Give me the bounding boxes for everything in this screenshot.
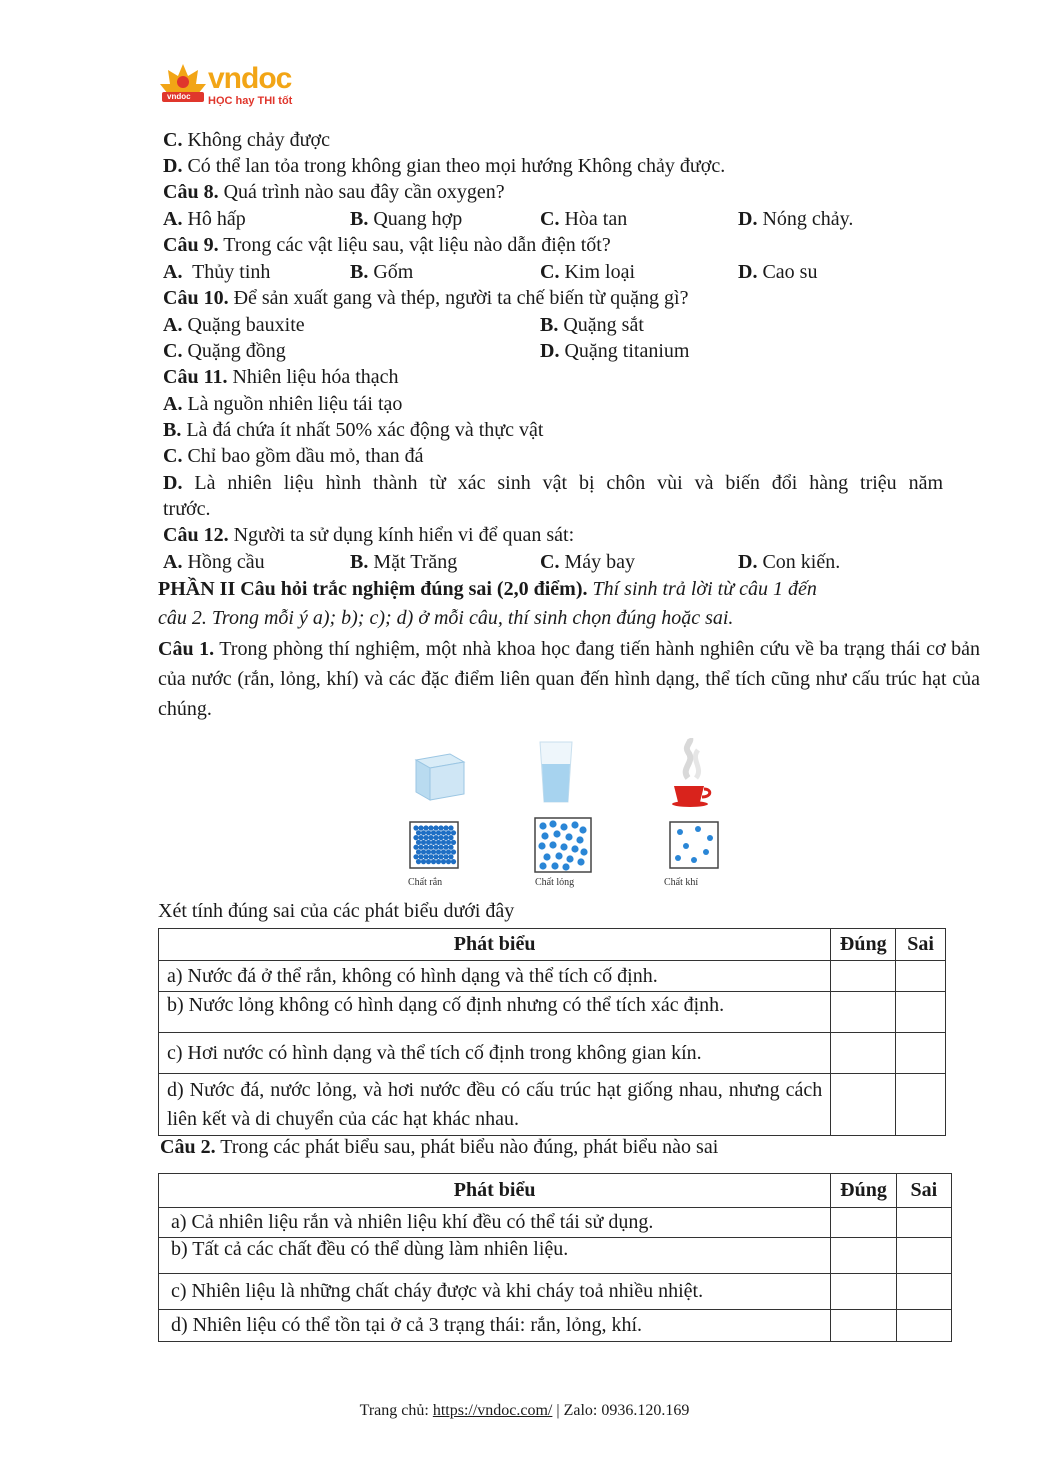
footer-prefix: Trang chủ: bbox=[359, 1402, 433, 1419]
table1-header-true: Đúng bbox=[831, 929, 896, 961]
q12-option-d[interactable]: D. Con kiến. bbox=[738, 551, 841, 573]
gas-particles-icon bbox=[668, 820, 720, 870]
table-row bbox=[159, 1033, 946, 1074]
q12-option-a[interactable]: A. Hồng cầu bbox=[163, 551, 265, 573]
q9-option-c[interactable]: C. Kim loại bbox=[540, 261, 635, 283]
table2-statement-c: c) Nhiên liệu là những chất cháy được và khi cháy toả nhiều nhiệt. bbox=[159, 1274, 831, 1310]
footer-suffix: | Zalo: 0936.120.169 bbox=[552, 1402, 690, 1419]
question-10: Câu 10. Để sản xuất gang và thép, người ta chế biến từ quặng gì? bbox=[163, 287, 689, 309]
q10-option-b[interactable]: B. Quặng sắt bbox=[540, 314, 644, 336]
table2-true-b[interactable] bbox=[831, 1238, 896, 1274]
q11-option-d[interactable]: D. Là nhiên liệu hình thành từ xác sinh vật bị chôn vùi và biến đổi hàng triệu năm bbox=[163, 472, 943, 494]
solid-particles-icon bbox=[408, 820, 460, 870]
question-9: Câu 9. Trong các vật liệu sau, vật liệu nào dẫn điện tốt? bbox=[163, 234, 611, 256]
ice-cube-icon bbox=[410, 746, 470, 802]
q9-option-b[interactable]: B. Gốm bbox=[350, 261, 414, 283]
table1-false-c[interactable] bbox=[896, 1033, 946, 1074]
table1-intro: Xét tính đúng sai của các phát biểu dưới đây bbox=[158, 900, 515, 922]
q10-option-d[interactable]: D. Quặng titanium bbox=[540, 340, 690, 362]
logo-emblem-icon bbox=[158, 62, 208, 108]
q8-option-d[interactable]: D. Nóng chảy. bbox=[738, 208, 854, 230]
table-row bbox=[159, 1310, 952, 1342]
option-c-prev: C. Không chảy được bbox=[163, 129, 330, 151]
table2-header-false: Sai bbox=[896, 1174, 951, 1208]
q10-option-c[interactable]: C. Quặng đồng bbox=[163, 340, 286, 362]
q11-option-b[interactable]: B. Là đá chứa ít nhất 50% xác động và thực vật bbox=[163, 419, 544, 441]
table1-statement-b: b) Nước lỏng không có hình dạng cố định nhưng có thể tích xác định. bbox=[159, 992, 831, 1033]
q9-option-d[interactable]: D. Cao su bbox=[738, 261, 818, 283]
table1-true-a[interactable] bbox=[831, 961, 896, 992]
caption-gas: Chất khí bbox=[664, 877, 699, 888]
logo-badge: vndoc bbox=[167, 92, 191, 101]
table2-false-c[interactable] bbox=[896, 1274, 951, 1310]
table2-false-d[interactable] bbox=[896, 1310, 951, 1342]
q11-option-c[interactable]: C. Chỉ bao gồm dầu mỏ, than đá bbox=[163, 445, 424, 467]
table1-header-statement: Phát biểu bbox=[159, 929, 831, 961]
table-1 bbox=[158, 928, 946, 1136]
table1-false-a[interactable] bbox=[896, 961, 946, 992]
table-row bbox=[159, 992, 946, 1033]
table1-true-d[interactable] bbox=[831, 1074, 896, 1136]
table1-statement-a: a) Nước đá ở thể rắn, không có hình dạng và thể tích cố định. bbox=[159, 961, 831, 992]
table2-true-c[interactable] bbox=[831, 1274, 896, 1310]
table-row bbox=[159, 1274, 952, 1310]
table-row bbox=[159, 1208, 952, 1238]
q11-option-a[interactable]: A. Là nguồn nhiên liệu tái tạo bbox=[163, 393, 403, 415]
footer-link[interactable]: https://vndoc.com/ bbox=[432, 1402, 553, 1419]
question-c2: Câu 2. Trong các phát biểu sau, phát biểu nào đúng, phát biểu nào sai bbox=[160, 1136, 719, 1158]
question-11: Câu 11. Nhiên liệu hóa thạch bbox=[163, 366, 399, 388]
steaming-cup-icon bbox=[670, 738, 716, 808]
table1-false-b[interactable] bbox=[896, 992, 946, 1033]
table1-true-b[interactable] bbox=[831, 992, 896, 1033]
question-12: Câu 12. Người ta sử dụng kính hiển vi để quan sát: bbox=[163, 524, 575, 546]
table-row bbox=[159, 1074, 946, 1136]
question-8: Câu 8. Quá trình nào sau đây cần oxygen? bbox=[163, 181, 505, 203]
q8-option-b[interactable]: B. Quang hợp bbox=[350, 208, 463, 230]
table-2 bbox=[158, 1173, 952, 1342]
table2-header-true: Đúng bbox=[831, 1174, 896, 1208]
table2-statement-b: b) Tất cả các chất đều có thể dùng làm nhiên liệu. bbox=[159, 1238, 831, 1274]
q11-option-d-cont: trước. bbox=[163, 498, 211, 520]
q12-option-b[interactable]: B. Mặt Trăng bbox=[350, 551, 458, 573]
caption-liquid: Chất lỏng bbox=[535, 877, 575, 888]
caption-solid: Chất rắn bbox=[408, 877, 443, 888]
logo-slogan: HỌC hay THI tốt bbox=[208, 95, 293, 107]
part2-heading: PHẦN II Câu hỏi trắc nghiệm đúng sai (2,0 điểm). Thí sinh trả lời từ câu 1 đến câu 2. Trong mỗi ý a); b); c); d) ở mỗi câu, thí sinh chọn đúng hoặc sai. bbox=[158, 578, 817, 629]
table2-true-d[interactable] bbox=[831, 1310, 896, 1342]
liquid-particles-icon bbox=[533, 816, 593, 874]
table1-true-c[interactable] bbox=[831, 1033, 896, 1074]
q8-option-c[interactable]: C. Hòa tan bbox=[540, 208, 628, 230]
q9-option-a[interactable]: A. Thủy tinh bbox=[163, 261, 271, 283]
water-glass-icon bbox=[536, 740, 576, 804]
table2-false-b[interactable] bbox=[896, 1238, 951, 1274]
table-row bbox=[159, 961, 946, 992]
table1-statement-d: d) Nước đá, nước lỏng, và hơi nước đều có cấu trúc hạt giống nhau, nhưng cách liên kết và di chuyển của các hạt khác nhau. bbox=[159, 1074, 831, 1136]
q12-option-c[interactable]: C. Máy bay bbox=[540, 551, 635, 573]
table2-true-a[interactable] bbox=[831, 1208, 896, 1238]
table2-statement-a: a) Cả nhiên liệu rắn và nhiên liệu khí đều có thể tái sử dụng. bbox=[159, 1208, 831, 1238]
table1-statement-c: c) Hơi nước có hình dạng và thể tích cố định trong không gian kín. bbox=[159, 1033, 831, 1074]
table-row bbox=[159, 1238, 952, 1274]
question-c1: Câu 1. Trong phòng thí nghiệm, một nhà khoa học đang tiến hành nghiên cứu về ba trạng thái cơ bản của nước (rắn, lỏng, khí) và các đặc điểm liên quan đến hình dạng, thể tích cũng như cấu trúc hạt của chúng. bbox=[158, 638, 980, 720]
table2-statement-d: d) Nhiên liệu có thể tồn tại ở cả 3 trạng thái: rắn, lỏng, khí. bbox=[159, 1310, 831, 1342]
option-d-prev: D. Có thể lan tỏa trong không gian theo mọi hướng Không chảy được. bbox=[163, 155, 726, 177]
table1-header-false: Sai bbox=[896, 929, 946, 961]
logo[interactable] bbox=[158, 62, 318, 112]
q10-option-a[interactable]: A. Quặng bauxite bbox=[163, 314, 305, 336]
table2-false-a[interactable] bbox=[896, 1208, 951, 1238]
table1-false-d[interactable] bbox=[896, 1074, 946, 1136]
logo-brand: vndoc bbox=[208, 62, 292, 95]
q8-option-a[interactable]: A. Hô hấp bbox=[163, 208, 246, 230]
footer bbox=[0, 1402, 1049, 1420]
table2-header-statement: Phát biểu bbox=[159, 1174, 831, 1208]
states-of-water-figure bbox=[400, 738, 730, 893]
